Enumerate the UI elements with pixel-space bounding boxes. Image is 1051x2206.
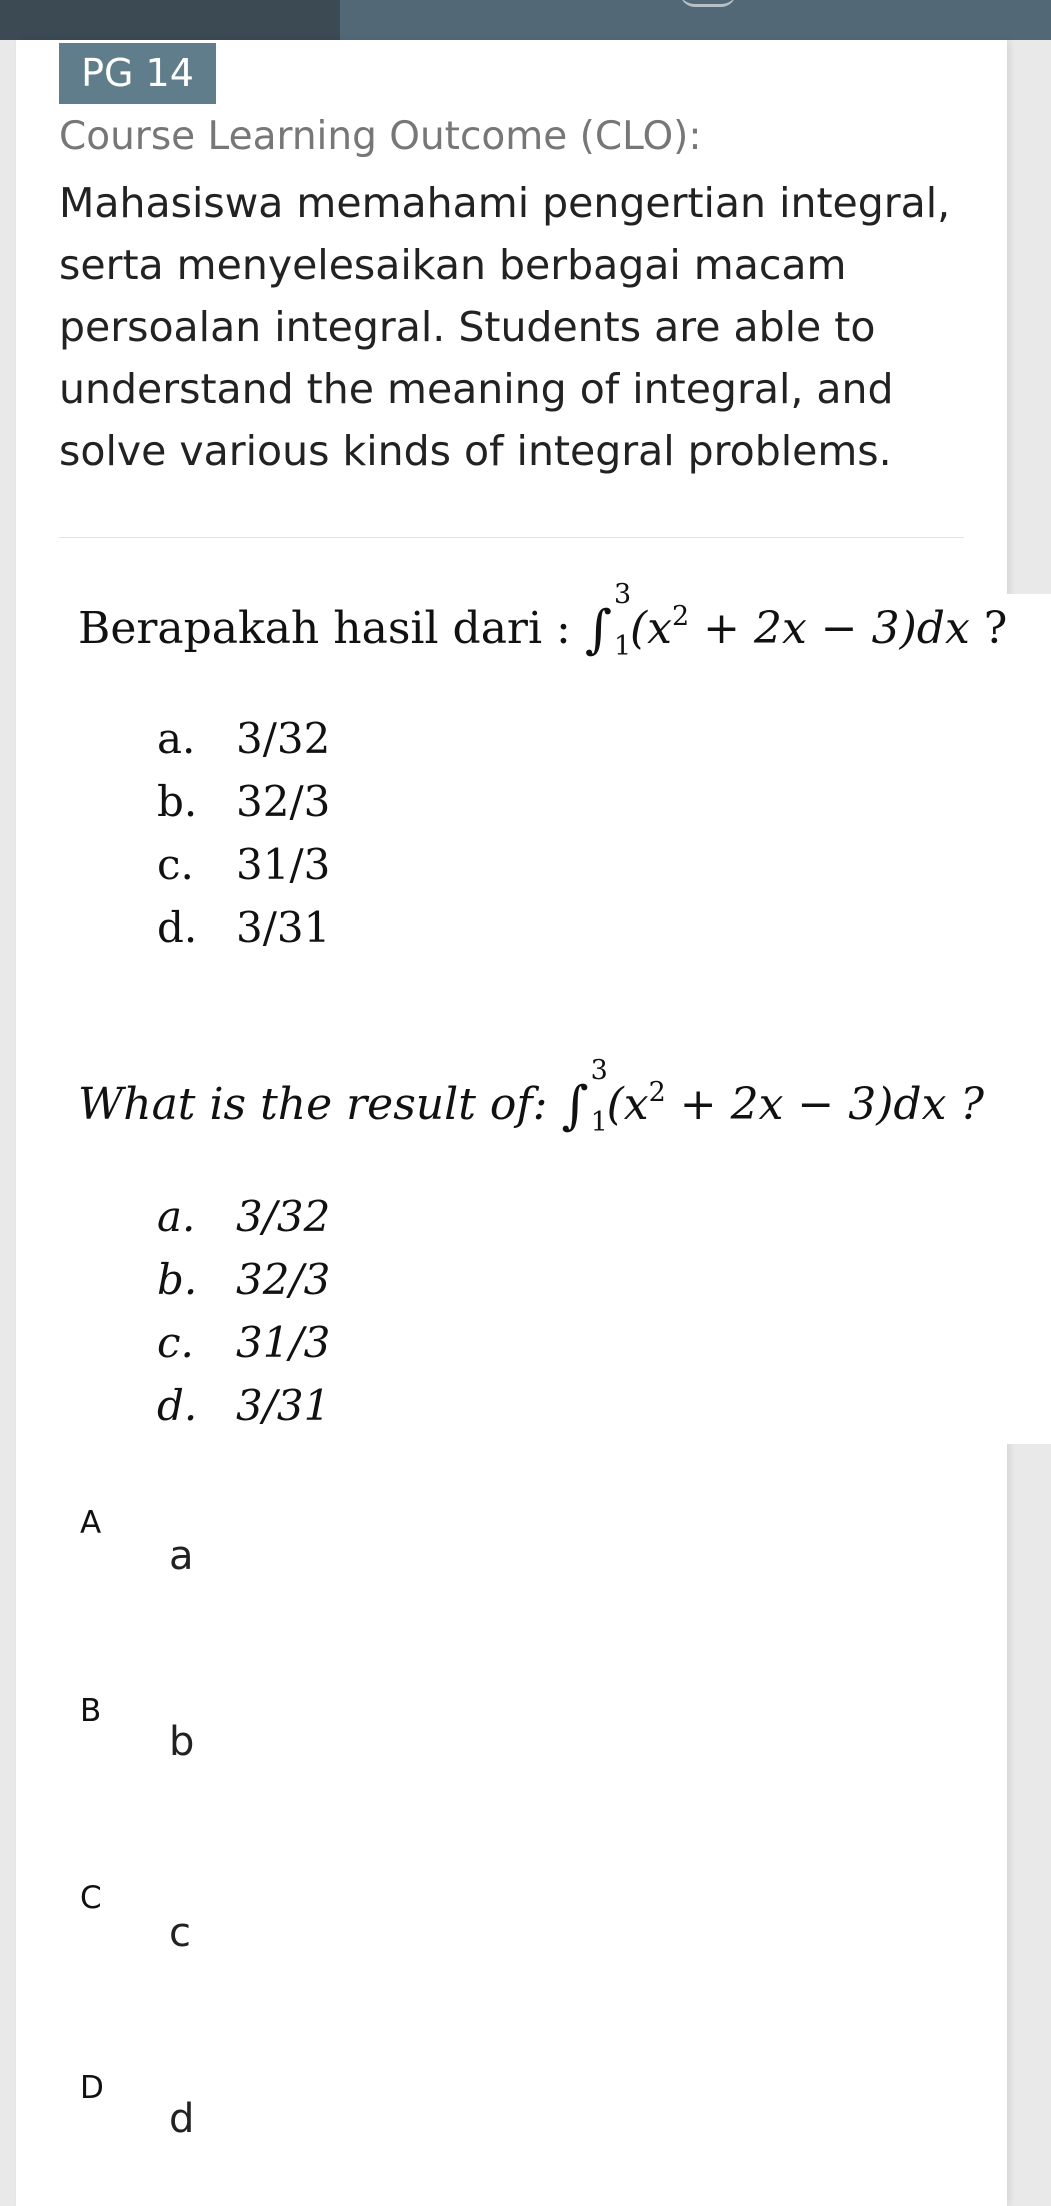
lower-limit: 1 xyxy=(590,1107,608,1138)
integral-sign: ∫ xyxy=(584,600,612,660)
option-letter: a. xyxy=(157,1192,196,1241)
option-value: 3/32 xyxy=(236,714,331,763)
power: 2 xyxy=(671,601,690,632)
option-row xyxy=(157,707,330,770)
top-bar-indicator xyxy=(680,0,736,7)
top-bar-left-section xyxy=(0,0,340,40)
power: 2 xyxy=(648,1077,666,1108)
answer-choice-c-letter[interactable]: C xyxy=(80,1880,102,1916)
answer-choice-b-letter[interactable]: B xyxy=(80,1693,102,1729)
answer-choice-c-text[interactable]: c xyxy=(169,1910,191,1956)
upper-limit: 3 xyxy=(590,1055,608,1086)
option-row xyxy=(157,896,330,959)
option-value: 3/31 xyxy=(236,903,331,952)
options-english xyxy=(157,1185,330,1437)
question-suffix: ? xyxy=(946,1079,984,1130)
option-letter: b. xyxy=(157,1255,198,1304)
question-suffix: ? xyxy=(969,603,1008,654)
option-value: 31/3 xyxy=(236,840,331,889)
option-row xyxy=(157,1248,330,1311)
option-row xyxy=(157,1374,330,1437)
clo-description: Mahasiswa memahami pengertian integral, serta menyelesaikan berbagai macam persoalan integral. Students are able to understand the meaning of integral, and solve various kinds of integral problems. xyxy=(59,179,951,475)
side-panel xyxy=(1007,594,1051,1444)
integrand-close: + 2x − 3)dx xyxy=(665,1079,947,1130)
answer-choice-d-letter[interactable]: D xyxy=(80,2070,104,2106)
top-bar xyxy=(0,0,1051,40)
answer-choice-a-text[interactable]: a xyxy=(169,1533,194,1579)
option-letter: b. xyxy=(157,777,198,826)
option-letter: c. xyxy=(157,1318,194,1367)
option-row xyxy=(157,1311,330,1374)
option-letter: d. xyxy=(157,1381,198,1430)
answer-choice-a-letter[interactable]: A xyxy=(80,1505,102,1541)
divider xyxy=(59,537,964,538)
options-indonesian xyxy=(157,707,330,959)
integrand-open: (x xyxy=(629,603,672,654)
option-letter: d. xyxy=(157,903,198,952)
answer-choice-d-text[interactable]: d xyxy=(169,2096,195,2142)
upper-limit: 3 xyxy=(613,579,632,610)
option-row xyxy=(157,770,330,833)
question-prefix: Berapakah hasil dari : xyxy=(78,603,571,654)
option-letter: a. xyxy=(157,714,196,763)
option-letter: c. xyxy=(157,840,194,889)
option-value: 3/31 xyxy=(236,1381,331,1430)
integral-sign: ∫ xyxy=(561,1076,589,1136)
option-value: 32/3 xyxy=(236,1255,331,1304)
integrand-close: + 2x − 3)dx xyxy=(689,603,970,654)
clo-label: Course Learning Outcome (CLO): xyxy=(59,114,702,159)
question-indonesian xyxy=(78,579,1008,662)
option-value: 32/3 xyxy=(236,777,331,826)
question-prefix: What is the result of: xyxy=(78,1079,548,1130)
lower-limit: 1 xyxy=(613,631,632,662)
question-english xyxy=(78,1055,984,1138)
question-number-badge: PG 14 xyxy=(59,43,216,104)
option-value: 3/32 xyxy=(236,1192,331,1241)
option-row xyxy=(157,1185,330,1248)
integrand-open: (x xyxy=(606,1079,649,1130)
option-value: 31/3 xyxy=(236,1318,331,1367)
option-row xyxy=(157,833,330,896)
answer-choice-b-text[interactable]: b xyxy=(169,1719,195,1765)
